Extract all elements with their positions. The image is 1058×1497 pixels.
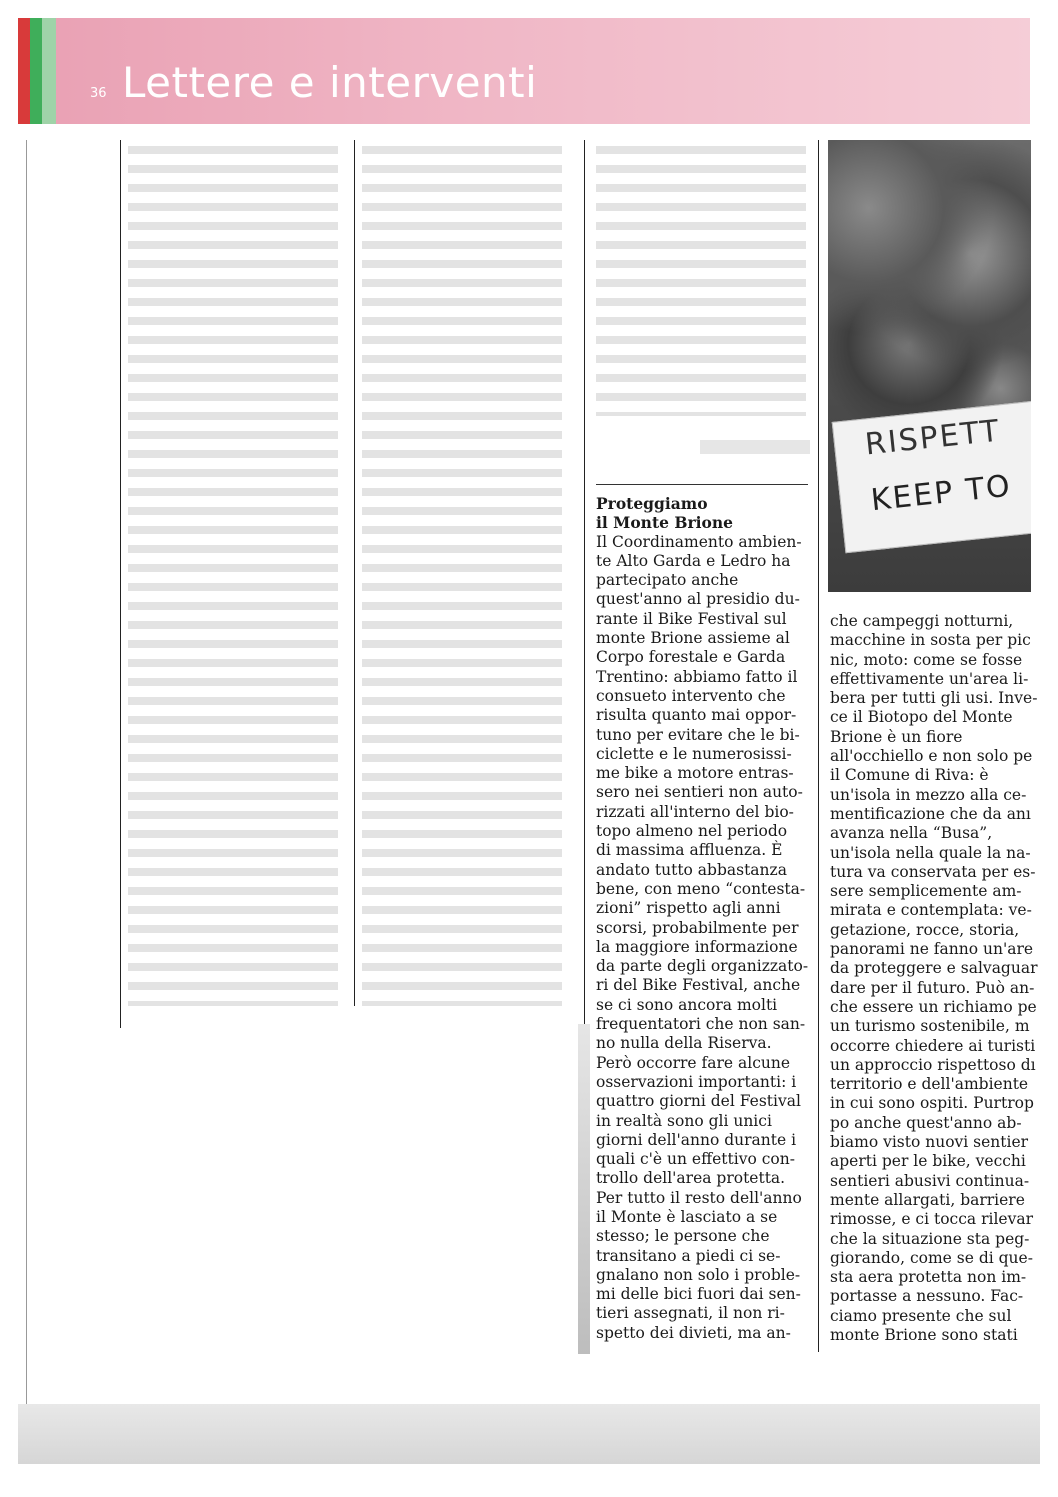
body-line: consueto intervento che (596, 686, 786, 705)
body-line: partecipato anche (596, 571, 739, 590)
body-line: mi delle bici fuori dai sen- (596, 1285, 801, 1304)
body-line: macchine in sosta per pic (830, 631, 1031, 650)
body-line: getazione, rocce, storia, (830, 920, 1020, 939)
body-line: osservazioni importanti: i (596, 1072, 797, 1091)
faded-column-3 (596, 146, 806, 416)
body-line: mirata e contemplata: ve- (830, 901, 1032, 920)
body-line: se ci sono ancora molti (596, 995, 778, 1014)
body-line: tuno per evitare che le bi- (596, 725, 800, 744)
body-line: Però occorre fare alcune (596, 1053, 791, 1072)
body-line: stesso; le persone che (596, 1227, 770, 1246)
body-line: da proteggere e salvaguar (830, 959, 1038, 978)
body-line: da parte degli organizzato- (596, 957, 809, 976)
body-line: territorio e dell'ambiente (830, 1075, 1029, 1094)
body-line: monte Brione sono stati (830, 1325, 1018, 1344)
photo-banner (832, 399, 1031, 553)
body-line: di massima affluenza. È (596, 841, 783, 860)
body-line: transitano a piedi ci se- (596, 1246, 781, 1265)
body-line: sero nei sentieri non auto- (596, 783, 803, 802)
body-line: me bike a motore entras- (596, 764, 794, 783)
body-line: quest'anno al presidio du- (596, 590, 800, 609)
article-body-1 (596, 533, 818, 1343)
faded-column-2 (362, 146, 562, 1006)
body-line: sentieri abusivi continua- (830, 1171, 1030, 1190)
body-line: biamo visto nuovi sentier (830, 1133, 1029, 1152)
body-line: ciamo presente che sul (830, 1306, 1012, 1325)
body-line: un turismo sostenibile, m (830, 1017, 1030, 1036)
body-line: giorni dell'anno durante i (596, 1130, 797, 1149)
body-line: risulta quanto mai oppor- (596, 706, 797, 725)
body-line: un'isola nella quale la na- (830, 843, 1031, 862)
header-stripe-light-green (42, 18, 56, 124)
article-body-2 (830, 612, 1040, 1345)
article-headline (596, 494, 818, 533)
article-photo (828, 140, 1031, 592)
headline-line: Proteggiamo (596, 494, 708, 513)
body-line: monte Brione assieme al (596, 629, 790, 648)
body-line: tura va conservata per es- (830, 862, 1036, 881)
body-line: un approccio rispettoso dı (830, 1055, 1036, 1074)
body-line: occorre chiedere ai turisti (830, 1036, 1036, 1055)
body-line: effettivamente un'area li- (830, 669, 1029, 688)
body-line: sta aera protetta non im- (830, 1268, 1027, 1287)
body-line: ciclette e le numerosissi- (596, 744, 792, 763)
body-line: rimosse, e ci tocca rilevar (830, 1210, 1033, 1229)
body-line: che campeggi notturni, (830, 612, 1014, 630)
body-line: rante il Bike Festival sul (596, 609, 787, 628)
body-line: zioni” rispetto agli anni (596, 899, 781, 918)
body-line: no nulla della Riserva. (596, 1034, 772, 1053)
body-line: panorami ne fanno un'are (830, 940, 1034, 959)
column-rule-2 (354, 140, 355, 1006)
body-line: giorando, come se di que- (830, 1248, 1033, 1267)
body-line: il Comune di Riva: è (830, 766, 989, 785)
body-line: sere semplicemente am- (830, 882, 1022, 901)
body-line: mente allargati, barriere (830, 1190, 1025, 1209)
body-line: in realtà sono gli unici (596, 1111, 772, 1130)
header-stripe-red (18, 18, 30, 124)
body-line: po anche quest'anno ab- (830, 1113, 1022, 1132)
article-separator (596, 484, 808, 485)
column-rule-1 (120, 140, 121, 1028)
body-line: gnalano non solo i proble- (596, 1265, 801, 1284)
body-line: che la situazione sta peg- (830, 1229, 1030, 1248)
body-line: quattro giorni del Festival (596, 1092, 801, 1111)
section-title: Lettere e interventi (122, 58, 538, 107)
body-line: in cui sono ospiti. Purtrop (830, 1094, 1034, 1113)
body-line: avanza nella “Busa”, (830, 824, 993, 843)
body-line: Trentino: abbiamo fatto il (596, 667, 798, 686)
body-line: Corpo forestale e Garda (596, 648, 786, 667)
body-line: dare per il futuro. Può an- (830, 978, 1035, 997)
body-line: rizzati all'interno del bio- (596, 802, 794, 821)
page-number: 36 (90, 86, 107, 101)
column-rule-4 (818, 140, 819, 1352)
header-stripe-green (30, 18, 42, 124)
banner-text-2: KEEP TO (869, 468, 1014, 519)
body-line: Il Coordinamento ambien- (596, 532, 802, 551)
body-line: un'isola in mezzo alla ce- (830, 785, 1027, 804)
body-line: bera per tutti gli usi. Inve- (830, 689, 1038, 708)
body-line: all'occhiello e non solo pe (830, 747, 1033, 766)
body-line: te Alto Garda e Ledro ha (596, 551, 791, 570)
body-line: topo almeno nel periodo (596, 822, 788, 841)
article-column-1 (596, 494, 818, 1343)
body-line: Brione è un fiore (830, 727, 963, 746)
body-line: andato tutto abbastanza (596, 860, 787, 879)
body-line: frequentatori che non san- (596, 1015, 806, 1034)
body-line: nic, moto: come se fosse (830, 650, 1023, 669)
body-line: il Monte è lasciato a se (596, 1207, 778, 1226)
body-line: portasse a nessuno. Fac- (830, 1287, 1024, 1306)
banner-text-1: RISPETT (863, 413, 1003, 463)
body-line: ri del Bike Festival, anche (596, 976, 801, 995)
faded-caption (700, 440, 810, 454)
body-line: la maggiore informazione (596, 937, 798, 956)
body-line: bene, con meno “contesta- (596, 879, 806, 898)
gutter-shadow (578, 1024, 590, 1354)
body-line: Per tutto il resto dell'anno (596, 1188, 802, 1207)
article-column-2 (830, 612, 1040, 1345)
body-line: quali c'è un effettivo con- (596, 1150, 795, 1169)
body-line: che essere un richiamo pe (830, 997, 1037, 1016)
body-line: tieri assegnati, il non ri- (596, 1304, 785, 1323)
body-line: scorsi, probabilmente per (596, 918, 799, 937)
page-edge-rule (26, 140, 27, 1415)
body-line: ce il Biotopo del Monte (830, 708, 1013, 727)
headline-line: il Monte Brione (596, 513, 733, 533)
body-line: aperti per le bike, vecchi (830, 1152, 1026, 1171)
faded-column-1 (128, 146, 338, 1006)
footer-bar (18, 1404, 1040, 1464)
body-line: trollo dell'area protetta. (596, 1169, 786, 1188)
body-line: mentificazione che da anı (830, 804, 1031, 823)
body-line: spetto dei divieti, ma an- (596, 1323, 791, 1342)
